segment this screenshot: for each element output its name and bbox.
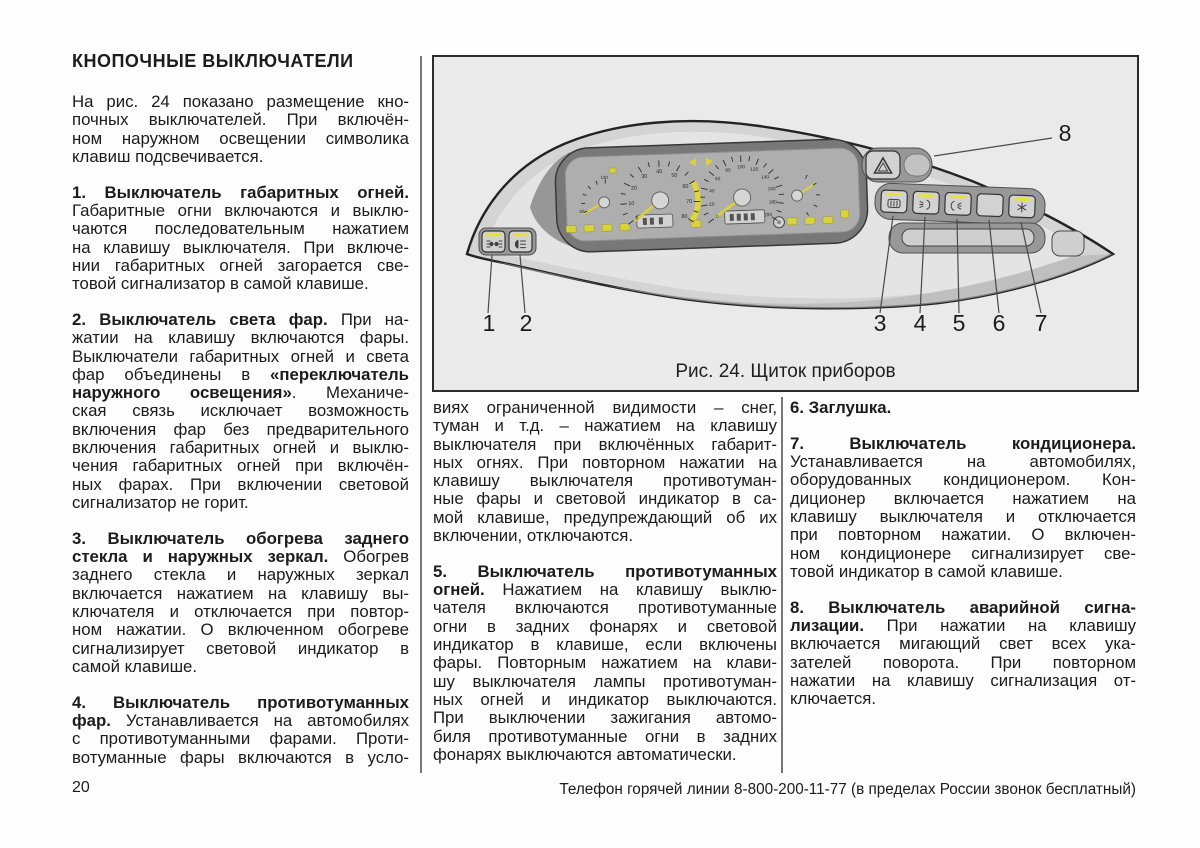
text-line (433, 490, 777, 508)
tachometer-label: 30 (641, 173, 648, 181)
temperature-label: 130 (600, 174, 608, 181)
text-segment: ключателя и отключается при повтор- (72, 601, 409, 621)
section-2-headlights (72, 311, 409, 512)
right-column-text (790, 399, 1136, 708)
footer-hotline: Телефон горячей линии 8-800-200-11-77 (в пределах России звонок бесплатный) (559, 781, 1136, 798)
callout-line (488, 255, 492, 313)
text-segment: товой сигнализатор в самой клавише. (72, 274, 369, 294)
telltale-washer (566, 225, 576, 232)
rear-fog-button (945, 192, 972, 215)
text-line (72, 603, 409, 621)
text-segment: виях ограниченной видимости – снег, (433, 398, 777, 417)
text-segment: ская связь исключает возможность (72, 401, 409, 421)
section-3-defroster (72, 530, 409, 676)
text-line (790, 526, 1136, 544)
text-line (72, 366, 409, 384)
text-segment: заднего стекла и наружных зеркал (72, 565, 409, 585)
end-tab (1052, 231, 1084, 256)
text-line (72, 439, 409, 457)
text-line (790, 399, 1136, 417)
text-segment: почных выключателей. При включён- (72, 110, 409, 130)
window-digit (659, 217, 663, 224)
parking-lights-button (482, 231, 505, 252)
text-line (72, 220, 409, 238)
text-line (790, 599, 1136, 617)
air-conditioner-button (1009, 195, 1036, 218)
section-6-plug (790, 399, 1136, 417)
instrument-panel-illustration (434, 57, 1137, 390)
text-segment: ключается. (790, 689, 877, 709)
left-switch-group (479, 228, 536, 255)
intro-paragraph (72, 93, 409, 166)
text-line (72, 130, 409, 148)
text-line (433, 399, 777, 417)
text-segment: Габаритные огни включаются и выклю- (72, 200, 409, 220)
hazard-button (866, 151, 900, 179)
text-line (790, 563, 1136, 581)
left-column-text (72, 93, 409, 767)
tachometer-label: 40 (656, 169, 663, 176)
figure-callout-8: 8 (1058, 120, 1072, 146)
text-segment: При нажатии на клавишу (864, 615, 1136, 635)
text-segment: оборудованных кондиционером. Кон- (790, 470, 1136, 490)
text-segment: чателя включаются противотуманные (433, 598, 777, 618)
text-line (72, 712, 409, 730)
window-digit (744, 213, 748, 220)
text-line (433, 654, 777, 672)
speedometer-label: 180 (768, 200, 777, 206)
figure-callout-1: 1 (482, 310, 496, 336)
text-line (72, 275, 409, 293)
text-segment: мой клавише, предупреждающий об их (433, 507, 777, 527)
text-segment: наружного освещения» (72, 383, 292, 403)
text-segment: при повторном нажатии. О включен- (790, 525, 1136, 545)
text-segment: Выключатели габаритных огней и света (72, 346, 409, 366)
section-4-continued (433, 399, 777, 545)
text-segment: «переключатель (270, 364, 409, 384)
text-segment: клавиш подсвечивается. (72, 146, 264, 166)
text-line (433, 417, 777, 435)
window-digit (730, 214, 734, 221)
text-line (72, 384, 409, 402)
figure-caption: Рис. 24. Щиток приборов (675, 361, 896, 382)
text-line (72, 184, 409, 202)
text-line (790, 435, 1136, 453)
telltale-lights (602, 224, 612, 231)
text-line (72, 621, 409, 639)
text-line (433, 599, 777, 617)
tachometer-tick (694, 201, 700, 202)
tach-hub (651, 192, 669, 210)
text-segment: включения фар без предварительного (72, 419, 409, 439)
text-line (790, 672, 1136, 690)
text-line (790, 690, 1136, 708)
text-segment: фар. (72, 710, 111, 730)
text-segment: на клавишу выключателя. При включе- (72, 237, 409, 257)
text-segment: чаются последовательным нажатием (72, 219, 409, 239)
text-segment: сигнализирует световой индикатор в (72, 638, 409, 658)
section-7-air-conditioner (790, 435, 1136, 581)
telltale-bulb-failure (823, 216, 833, 223)
blank-plug-button (977, 194, 1004, 217)
text-line (790, 490, 1136, 508)
text-line (790, 508, 1136, 526)
text-line (433, 618, 777, 636)
hazard-recess-blank (904, 154, 930, 176)
headlights-button (509, 231, 532, 252)
tachometer-label: 10 (628, 200, 635, 208)
text-line (790, 654, 1136, 672)
callout-line (934, 138, 1052, 156)
left-column (72, 50, 409, 767)
text-segment: жатии на клавишу включаются фары. (72, 328, 409, 348)
tachometer-label: 80 (681, 213, 688, 221)
text-line (790, 617, 1136, 635)
text-line (433, 581, 777, 599)
column-divider-right (781, 397, 783, 773)
text-line (433, 527, 777, 545)
text-line (72, 585, 409, 603)
text-segment: самой клавише. (72, 656, 198, 676)
text-line (72, 257, 409, 275)
speedometer-label: 160 (767, 187, 776, 193)
text-line (433, 691, 777, 709)
text-segment: зателей поворота. При повторном (790, 652, 1136, 672)
text-line (72, 530, 409, 548)
text-line (433, 728, 777, 746)
text-segment: нии габаритных огней загорается све- (72, 255, 409, 275)
text-line (72, 749, 409, 767)
text-segment: Обогрев (328, 547, 409, 567)
window-digit (643, 218, 647, 225)
text-segment: чения габаритных огней при включён- (72, 456, 409, 476)
text-segment: 2. Выключатель света фар. (72, 309, 328, 329)
text-segment: сигнализатор не горит. (72, 492, 249, 512)
telltale-brake (805, 217, 815, 224)
figure-callout-6: 6 (992, 310, 1006, 336)
text-segment: ные фары и световой индикатор в са- (433, 489, 777, 509)
figure-callout-2: 2 (519, 310, 533, 336)
figure-callout-3: 3 (873, 310, 887, 336)
window-digit (751, 213, 755, 220)
text-segment: лизации. (790, 615, 865, 635)
text-segment: ном нажатии. О включенном обогреве (72, 620, 409, 640)
text-line (72, 457, 409, 475)
text-segment: индикатор в клавише, если включены (433, 635, 777, 655)
text-segment: нажатии на клавишу сигнализация от- (790, 670, 1136, 690)
tachometer-label: 20 (630, 185, 638, 192)
telltale-oil-pressure (787, 218, 797, 225)
text-segment: При на- (327, 309, 409, 329)
figure-callout-7: 7 (1034, 310, 1048, 336)
temp-hub (598, 197, 609, 208)
text-line (72, 730, 409, 748)
speedometer-label: 120 (750, 167, 759, 173)
text-segment: включения габаритных огней и выклю- (72, 438, 409, 458)
section-4-fog-lamps (72, 694, 409, 767)
text-segment: с противотуманными фарами. Проти- (72, 729, 409, 749)
text-line (72, 148, 409, 166)
tachometer-label: 60 (682, 183, 689, 190)
text-segment: диционер включается нажатием на (790, 488, 1136, 508)
text-line (72, 93, 409, 111)
text-line (433, 746, 777, 764)
text-segment: 1. Выключатель габаритных огней. (72, 182, 409, 202)
text-segment: шу выключателя лампы противотуман- (433, 671, 777, 691)
text-segment: 8. Выключатель аварийной сигна- (790, 597, 1136, 617)
speedometer-label: 60 (714, 177, 721, 183)
telltale-wiper (584, 225, 594, 232)
text-segment: стекла и наружных зеркал. (72, 547, 329, 567)
window-digit (650, 218, 654, 225)
section-8-hazard (790, 599, 1136, 709)
text-segment: включается мигающий свет всех ука- (790, 634, 1136, 654)
right-switch-row (874, 183, 1045, 225)
text-line (433, 509, 777, 527)
column-divider-left (420, 56, 422, 773)
text-segment: туман и т.д. – нажатием на клавишу (433, 416, 777, 436)
text-line (72, 311, 409, 329)
figure-callout-4: 4 (913, 310, 927, 336)
speedometer-label: 40 (709, 189, 715, 195)
speedometer-label: 20 (709, 202, 715, 208)
text-line (433, 454, 777, 472)
section-5-rear-fog (433, 563, 777, 764)
figure-callout-5: 5 (952, 310, 966, 336)
text-segment: огней. (433, 580, 485, 600)
speedometer-label: 140 (761, 175, 770, 181)
figure-24-instrument-panel (432, 55, 1139, 392)
text-line (790, 635, 1136, 653)
text-line (72, 202, 409, 220)
text-segment: огни в задних фонарях и световой (433, 616, 777, 636)
tachometer-label: 50 (671, 172, 678, 179)
text-line (72, 640, 409, 658)
text-segment: ных огнях. При повторном нажатии на (433, 452, 777, 472)
text-line (790, 545, 1136, 563)
text-segment: товой индикатор в самой клавише. (790, 561, 1063, 581)
text-segment: включается нажатием на клавишу вы- (72, 583, 409, 603)
text-segment: На рис. 24 показано размещение кно- (72, 92, 409, 111)
rear-defrost-button (881, 190, 908, 213)
text-line (72, 111, 409, 129)
text-segment: Устанавливается на автомобилях (110, 710, 409, 730)
right-column (790, 399, 1136, 708)
text-line (790, 471, 1136, 489)
text-line (433, 709, 777, 727)
page-title: КНОПОЧНЫЕ ВЫКЛЮЧАТЕЛИ (72, 51, 354, 71)
middle-column-text (433, 399, 777, 764)
text-segment: . Механиче- (291, 383, 409, 403)
speedometer-label: 0 (715, 214, 719, 221)
text-segment: ном кондиционере сигнализирует све- (790, 543, 1136, 563)
text-segment: При выключении зажигания автомо- (433, 708, 777, 728)
text-segment: Нажатием на клавишу выклю- (484, 580, 777, 600)
text-line (72, 494, 409, 512)
text-segment: ных огней и индикатор выключаются. (433, 689, 777, 709)
text-segment: выключателя при включённых габарит- (433, 434, 777, 454)
text-segment: клавишу выключателя противотуман- (433, 471, 777, 491)
text-segment: 7. Выключатель кондиционера. (790, 433, 1136, 453)
text-line (790, 453, 1136, 471)
fuel-hub (791, 190, 802, 201)
hazard-switch-group (862, 148, 932, 182)
text-line (72, 329, 409, 347)
text-segment: фонарях выключаются автоматически. (433, 744, 737, 764)
slot-insert (902, 229, 1034, 246)
text-segment: ных фарах. При включении световой (72, 474, 409, 494)
text-line (72, 694, 409, 712)
speedo-hub (733, 189, 751, 207)
tachometer-label: 70 (686, 198, 693, 206)
page-number: 20 (72, 779, 90, 796)
text-line (72, 402, 409, 420)
text-line (72, 239, 409, 257)
text-segment: 5. Выключатель противотуманных (433, 561, 777, 581)
text-segment: 3. Выключатель обогрева заднего (72, 528, 409, 548)
instrument-cluster (554, 138, 868, 253)
speedometer-label: 80 (725, 168, 731, 174)
telltale-fuel-pump (841, 210, 849, 218)
text-line (72, 566, 409, 584)
text-line (72, 658, 409, 676)
text-segment: Устанавливается на автомобилях, (790, 452, 1136, 472)
text-segment: включении, отключаются. (433, 526, 633, 546)
text-line (433, 436, 777, 454)
text-segment: 6. Заглушка. (790, 398, 892, 417)
section-1-parking-lights (72, 184, 409, 294)
tachometer-label: 0 (635, 215, 639, 222)
text-line (433, 636, 777, 654)
text-line (72, 548, 409, 566)
text-segment: фары. Повторным нажатием на клави- (433, 653, 777, 673)
text-line (433, 472, 777, 490)
text-line (72, 476, 409, 494)
temperature-label: 50 (579, 208, 585, 215)
window-digit (737, 214, 741, 221)
telltale-coolant-temp (609, 168, 616, 173)
text-segment: 4. Выключатель противотуманных (72, 692, 409, 712)
text-line (72, 421, 409, 439)
speedometer-label: 200 (764, 213, 773, 219)
text-segment: вотуманные фары включаются в усло- (72, 747, 409, 767)
speedometer-label: 100 (736, 165, 746, 171)
text-segment: фар объединены в (72, 364, 271, 384)
text-line (72, 348, 409, 366)
text-segment: биля противотуманные огни в задних (433, 726, 777, 746)
text-segment: клавишу выключателя и отключается (790, 506, 1136, 526)
middle-column (433, 399, 777, 764)
text-line (433, 563, 777, 581)
front-fog-button (913, 191, 940, 214)
text-segment: ном наружном освещении символика (72, 128, 409, 148)
text-line (433, 673, 777, 691)
